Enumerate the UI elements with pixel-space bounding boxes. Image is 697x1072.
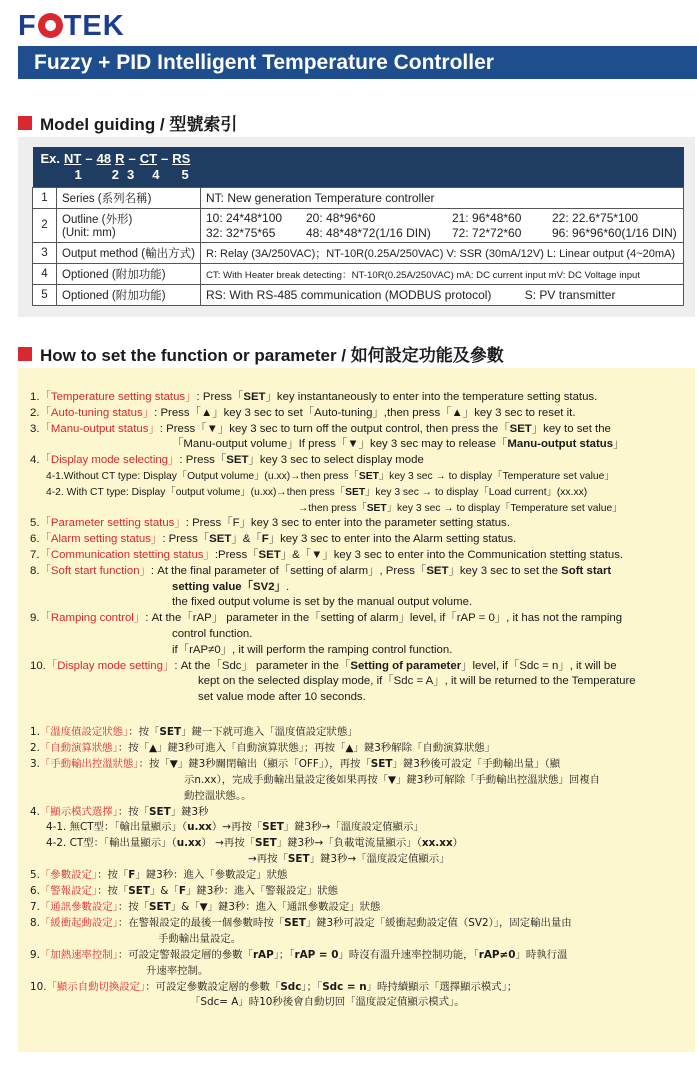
cn-line-8b: 手動輸出量設定。 xyxy=(158,932,242,945)
en-line-9b: control function. xyxy=(172,627,253,640)
red-square-icon xyxy=(18,116,32,130)
fotek-logo: F TEK xyxy=(18,10,125,42)
en-line-9c: if「rAP≠0」, it will perform the ramping control function. xyxy=(172,643,453,656)
en-line-3b: 「Manu-output volume」If press「▼」key 3 sec may to release「Manu-output status」 xyxy=(172,438,625,451)
logo-o-mark-icon xyxy=(38,13,63,38)
en-line-4-2: 4-2. With CT type: Display「output volume」(u.xx)→then press「SET」key 3 sec → to display「Load current」(xx.xx) xyxy=(46,486,588,498)
title-banner: Fuzzy + PID Intelligent Temperature Controller xyxy=(18,46,697,79)
model-table xyxy=(32,147,684,306)
cn-line-7: 7.「通訊參數設定」：按「SET」&「▼」鍵3秒：進入「通訊參數設定」狀態 xyxy=(30,900,381,913)
en-line-1: 1.「Temperature setting status」: Press「SET」key instantaneously to enter into the temperature setting status. xyxy=(30,391,598,403)
example-code: Ex. NT – 48 R – CT – RS xyxy=(40,151,191,167)
cn-line-5: 5.「參數設定」：按「F」鍵3秒：進入「參數設定」狀態 xyxy=(30,869,288,882)
cn-line-10: 10.「顯示自動切換設定」：可設定參數設定層的參數「Sdc」；「Sdc = n」時持續顯示「選擇顯示模式」； xyxy=(30,980,518,993)
english-instructions xyxy=(30,390,636,706)
en-line-8b: setting value「SV2」. xyxy=(172,580,290,593)
model-row-series: 1 Series (系列名稱) NT: New generation Temperature controller xyxy=(33,187,684,208)
en-line-4-1: 4-1.Without CT type: Display「Output volume」(u.xx)→then press「SET」key 3 sec → to display「Temperature set value」 xyxy=(46,470,615,482)
chinese-instructions xyxy=(30,725,600,1011)
cn-line-1: 1.「溫度值設定狀態」：按「SET」鍵一下就可進入「溫度值設定狀態」 xyxy=(30,726,358,738)
cn-line-4-1: 4-1. 無CT型：「輸出量顯示」（u.xx）→再按「SET」鍵3秒→「溫度設定值顯示」 xyxy=(46,821,424,834)
en-line-5: 5.「Parameter setting status」: Press「F」key 3 sec to enter into the parameter setting status. xyxy=(30,517,510,530)
en-line-2: 2.「Auto-tuning status」: Press「▲」key 3 sec to set「Auto-tuning」,then press「▲」key 3 sec to reset it. xyxy=(30,406,576,419)
red-square-icon xyxy=(18,347,32,361)
model-row-output: 3 Output method (輸出方式) R: Relay (3A/250VAC)；NT-10R(0.25A/250VAC) V: SSR (30mA/12V) L: Linear output (4~20mA) xyxy=(33,242,684,263)
example-index: 1 2 3 4 5 xyxy=(74,167,189,183)
cn-line-3: 3.「手動輸出控溫狀態」：按「▼」鍵3秒關閉輸出（顯示「OFF」），再按「SET」鍵3秒後可設定「手動輸出量」（顯 xyxy=(30,757,561,770)
function-heading: How to set the function or parameter / 如何設定功能及參數 xyxy=(18,341,504,366)
en-line-10b: kept on the selected display mode, if「Sdc = A」, it will be returned to the Temperature xyxy=(198,675,636,688)
en-line-10: 10.「Display mode setting」: At the「Sdc」 parameter in the「Setting of parameter」level, if「Sdc = n」, it will be xyxy=(30,659,617,672)
model-heading: Model guiding / 型號索引 xyxy=(18,110,237,135)
en-line-4: 4.「Display mode selecting」: Press「SET」key 3 sec to select display mode xyxy=(30,454,424,467)
en-line-3: 3.「Manu-output status」: Press「▼」key 3 sec to turn off the output control, then press the「SET」key to set the xyxy=(30,422,611,435)
cn-line-10b: 「Sdc= A」時10秒後會自動切回「溫度設定值顯示模式」。 xyxy=(190,996,465,1009)
cn-line-3b: 示n.xx），完成手動輸出量設定後如果再按「▼」鍵3秒可解除「手動輸出控溫狀態」回複自 xyxy=(184,773,601,786)
en-line-8: 8.「Soft start function」: At the final parameter of「setting of alarm」, Press「SET」key 3 sec to set the Soft start xyxy=(30,564,612,577)
example-row xyxy=(33,147,684,187)
en-line-4-2b: →then press「SET」key 3 sec → to display「Temperature set value」 xyxy=(298,502,623,514)
cn-line-2: 2.「自動演算狀態」：按「▲」鍵3秒可進入「自動演算狀態」；再按「▲」鍵3秒解除「自動演算狀態」 xyxy=(30,741,496,754)
cn-line-9: 9.「加熱速率控制」：可設定警報設定層的參數「rAP」；「rAP = 0」時沒有溫升速率控制功能，「rAP≠0」時執行溫 xyxy=(30,948,568,961)
en-line-8c: the fixed output volume is set by the manual output volume. xyxy=(172,596,473,609)
cn-line-8: 8.「緩衝起動設定」：在警報設定的最後一個參數時按「SET」鍵3秒可設定「緩衝起動設定值（SV2）」，固定輸出量由 xyxy=(30,916,572,929)
cn-line-9b: 升速率控制。 xyxy=(146,964,209,977)
cn-line-3c: 動控溫狀態。。 xyxy=(184,789,252,802)
cn-line-4-2: 4-2. CT型：「輸出量顯示」（u.xx） →再按「SET」鍵3秒→「負載電流量顯示」（xx.xx） xyxy=(46,837,464,850)
en-line-10c: set value mode after 10 seconds. xyxy=(198,691,366,704)
outline-options: 10: 24*48*100 20: 48*96*60 21: 96*48*60 22: 22.6*75*100 32: 32*75*65 48: 48*48*72(1/16 DIN) 72: 72*72*60 96: 96*96*60(1/16 DIN) xyxy=(206,210,677,240)
cn-line-4: 4.「顯示模式選擇」：按「SET」鍵3秒 xyxy=(30,805,209,818)
model-row-option-ct: 4 Optioned (附加功能) CT: With Heater break detecting：NT-10R(0.25A/250VAC) mA: DC current input mV: DC Voltage input xyxy=(33,263,684,284)
cn-line-4-2b: →再按「SET」鍵3秒→「溫度設定值顯示」 xyxy=(248,853,450,866)
model-row-option-rs: 5 Optioned (附加功能) RS: With RS-485 communication (MODBUS protocol) S: PV transmitter xyxy=(33,284,684,305)
cn-line-6: 6.「警報設定」：按「SET」&「F」鍵3秒：進入「警報設定」狀態 xyxy=(30,885,338,898)
model-row-outline: 2 Outline (外形) (Unit: mm) 10: 24*48*100 20: 48*96*60 21: 96*48*60 22: 22.6*75*100 32: 32*75*65 48: 48*48*72(1/16 DIN) 72: 72*72*60 96: 96*96*60(1/16 DIN) xyxy=(33,208,684,242)
en-line-7: 7.「Communication stetting status」:Press「SET」&「▼」key 3 sec to enter into the Communication stetting status. xyxy=(30,548,624,561)
en-line-9: 9.「Ramping control」: At the「rAP」 parameter in the「setting of alarm」level, if「rAP = 0」, it has not the ramping xyxy=(30,612,623,625)
en-line-6: 6.「Alarm setting status」: Press「SET」&「F」key 3 sec to enter into the Alarm setting status. xyxy=(30,533,517,546)
